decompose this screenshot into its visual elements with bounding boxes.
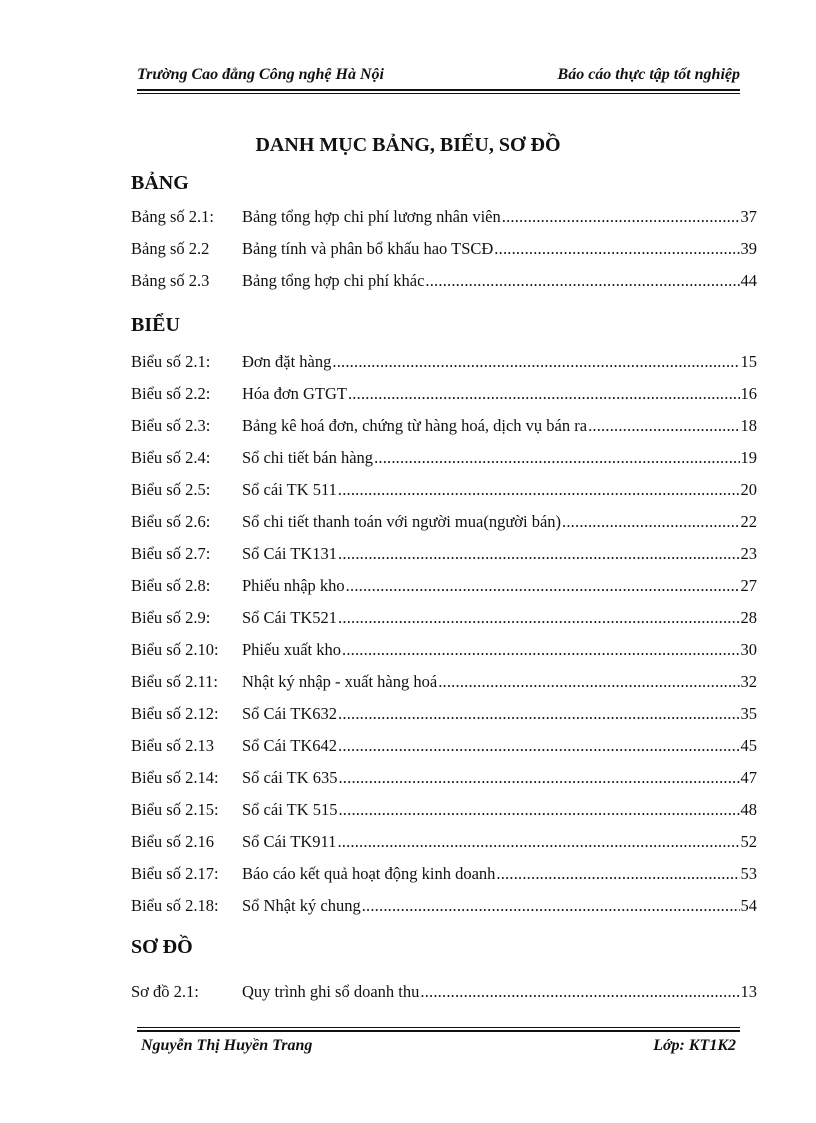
toc-entry-page: 35	[740, 704, 757, 723]
toc-entry[interactable]	[131, 980, 757, 1004]
toc-entry-page: 27	[740, 576, 757, 595]
toc-entry-page: 30	[740, 640, 757, 659]
toc-entry[interactable]	[131, 478, 757, 502]
dot-leader	[496, 862, 739, 886]
dot-leader	[338, 798, 739, 822]
toc-entry-text: Sổ chi tiết thanh toán với người mua(người bán)	[242, 512, 562, 531]
toc-entry-label: Biểu số 2.16	[131, 832, 214, 851]
toc-entry-page: 23	[740, 544, 757, 563]
page-title: DANH MỤC BẢNG, BIỂU, SƠ ĐỒ	[255, 134, 561, 156]
footer-divider	[137, 1030, 740, 1032]
header-divider-thin	[137, 93, 740, 94]
dot-leader	[425, 269, 739, 293]
toc-entry-page: 15	[740, 352, 757, 371]
toc-entry-page: 39	[740, 239, 757, 258]
toc-entry-text: Phiếu xuất kho	[242, 640, 341, 659]
toc-entry[interactable]	[131, 766, 757, 790]
header-school: Trường Cao đẳng Công nghệ Hà Nội	[137, 66, 384, 83]
dot-leader	[332, 350, 739, 374]
toc-entry-text: Sổ cái TK 511	[242, 480, 337, 499]
toc-entry-text: Bảng tổng hợp chi phí lương nhân viên	[242, 207, 501, 226]
toc-entry-page: 47	[740, 768, 757, 787]
toc-entry-text: Sổ Nhật ký chung	[242, 896, 361, 915]
toc-entry-text: Sổ cái TK 635	[242, 768, 338, 787]
toc-entry-label: Bảng số 2.2	[131, 239, 210, 258]
toc-entry[interactable]	[131, 702, 757, 726]
toc-entry[interactable]	[131, 350, 757, 374]
toc-entry-label: Biểu số 2.4:	[131, 448, 211, 467]
toc-entry-page: 18	[740, 416, 757, 435]
toc-entry-text: Bảng tổng hợp chi phí khác	[242, 271, 425, 290]
toc-entry-label: Biểu số 2.15:	[131, 800, 219, 819]
footer-author: Nguyễn Thị Huyền Trang	[141, 1037, 313, 1054]
dot-leader	[338, 606, 739, 630]
dot-leader	[338, 478, 740, 502]
toc-entry-text: Sổ cái TK 515	[242, 800, 338, 819]
toc-entry[interactable]	[131, 542, 757, 566]
dot-leader	[502, 205, 740, 229]
page-header	[137, 66, 740, 84]
toc-entry-page: 32	[740, 672, 757, 691]
toc-entry-page: 44	[740, 271, 757, 290]
toc-entry[interactable]	[131, 414, 757, 438]
dot-leader	[342, 638, 740, 662]
toc-entry-label: Biểu số 2.7:	[131, 544, 211, 563]
toc-entry[interactable]	[131, 269, 757, 293]
dot-leader	[337, 830, 739, 854]
toc-entry-page: 52	[740, 832, 757, 851]
toc-entry-text: Nhật ký nhập - xuất hàng hoá	[242, 672, 438, 691]
toc-entry-label: Biểu số 2.3:	[131, 416, 211, 435]
toc-entry[interactable]	[131, 205, 757, 229]
toc-entry-text: Đơn đặt hàng	[242, 352, 332, 371]
footer-class: Lớp: KT1K2	[653, 1037, 736, 1054]
page-footer	[141, 1037, 736, 1055]
toc-entry-page: 48	[740, 800, 757, 819]
toc-entry[interactable]	[131, 638, 757, 662]
toc-entry-page: 45	[740, 736, 757, 755]
toc-entry[interactable]	[131, 574, 757, 598]
toc-entry-text: Sổ Cái TK131	[242, 544, 338, 563]
footer-divider-thin	[137, 1027, 740, 1028]
toc-entry-label: Biểu số 2.2:	[131, 384, 211, 403]
toc-entry-text: Sổ Cái TK632	[242, 704, 338, 723]
toc-entry-label: Bảng số 2.3	[131, 271, 210, 290]
toc-entry-label: Sơ đồ 2.1:	[131, 982, 199, 1001]
toc-entry-page: 19	[740, 448, 757, 467]
toc-entry-label: Biểu số 2.1:	[131, 352, 211, 371]
toc-entry[interactable]	[131, 798, 757, 822]
toc-entry-page: 13	[740, 982, 757, 1001]
toc-entry-text: Sổ chi tiết bán hàng	[242, 448, 374, 467]
toc-entry[interactable]	[131, 446, 757, 470]
toc-entry-text: Hóa đơn GTGT	[242, 384, 347, 403]
dot-leader	[338, 734, 739, 758]
toc-entry-page: 54	[740, 896, 757, 915]
toc-entry[interactable]	[131, 382, 757, 406]
toc-entry[interactable]	[131, 510, 757, 534]
toc-entry[interactable]	[131, 606, 757, 630]
dot-leader	[338, 702, 739, 726]
toc-entry[interactable]	[131, 894, 757, 918]
toc-entry-label: Biểu số 2.14:	[131, 768, 219, 787]
dot-leader	[338, 542, 739, 566]
toc-entry-page: 16	[740, 384, 757, 403]
toc-entry-label: Biểu số 2.18:	[131, 896, 219, 915]
toc-entry-text: Bảng kê hoá đơn, chứng từ hàng hoá, dịch vụ bán ra	[242, 416, 588, 435]
dot-leader	[438, 670, 739, 694]
dot-leader	[362, 894, 740, 918]
toc-entry-label: Biểu số 2.13	[131, 736, 214, 755]
toc-entry[interactable]	[131, 670, 757, 694]
dot-leader	[494, 237, 739, 261]
toc-entry-label: Biểu số 2.12:	[131, 704, 219, 723]
toc-entry-label: Bảng số 2.1:	[131, 207, 214, 226]
dot-leader	[374, 446, 739, 470]
toc-entry-label: Biểu số 2.11:	[131, 672, 218, 691]
toc-entry-text: Phiếu nhập kho	[242, 576, 345, 595]
toc-entry[interactable]	[131, 734, 757, 758]
toc-entry-text: Bảng tính và phân bổ khấu hao TSCĐ	[242, 239, 494, 258]
toc-entry[interactable]	[131, 830, 757, 854]
toc-entry-text: Báo cáo kết quả hoạt động kinh doanh	[242, 864, 496, 883]
dot-leader	[338, 766, 739, 790]
dot-leader	[346, 574, 740, 598]
toc-entry-page: 22	[740, 512, 757, 531]
toc-entry-text: Quy trình ghi sổ doanh thu	[242, 982, 420, 1001]
toc-entry-page: 20	[740, 480, 757, 499]
toc-entry-label: Biểu số 2.6:	[131, 512, 211, 531]
dot-leader	[348, 382, 740, 406]
toc-entry-page: 28	[740, 608, 757, 627]
section-heading-sodo: SƠ ĐỒ	[131, 936, 193, 958]
dot-leader	[562, 510, 739, 534]
toc-entry-label: Biểu số 2.8:	[131, 576, 211, 595]
header-report-title: Báo cáo thực tập tốt nghiệp	[557, 66, 740, 83]
toc-entry-label: Biểu số 2.9:	[131, 608, 211, 627]
section-heading-bang: BẢNG	[131, 172, 189, 194]
toc-entry-text: Sổ Cái TK911	[242, 832, 337, 851]
toc-entry-text: Sổ Cái TK521	[242, 608, 338, 627]
toc-entry-page: 53	[740, 864, 757, 883]
toc-entry-label: Biểu số 2.17:	[131, 864, 219, 883]
header-divider	[137, 89, 740, 91]
toc-entry-label: Biểu số 2.5:	[131, 480, 211, 499]
toc-entry-label: Biểu số 2.10:	[131, 640, 219, 659]
toc-entry[interactable]	[131, 862, 757, 886]
dot-leader	[588, 414, 739, 438]
dot-leader	[420, 980, 739, 1004]
toc-entry-text: Sổ Cái TK642	[242, 736, 338, 755]
toc-entry[interactable]	[131, 237, 757, 261]
toc-entry-page: 37	[740, 207, 757, 226]
section-heading-bieu: BIỂU	[131, 314, 180, 336]
